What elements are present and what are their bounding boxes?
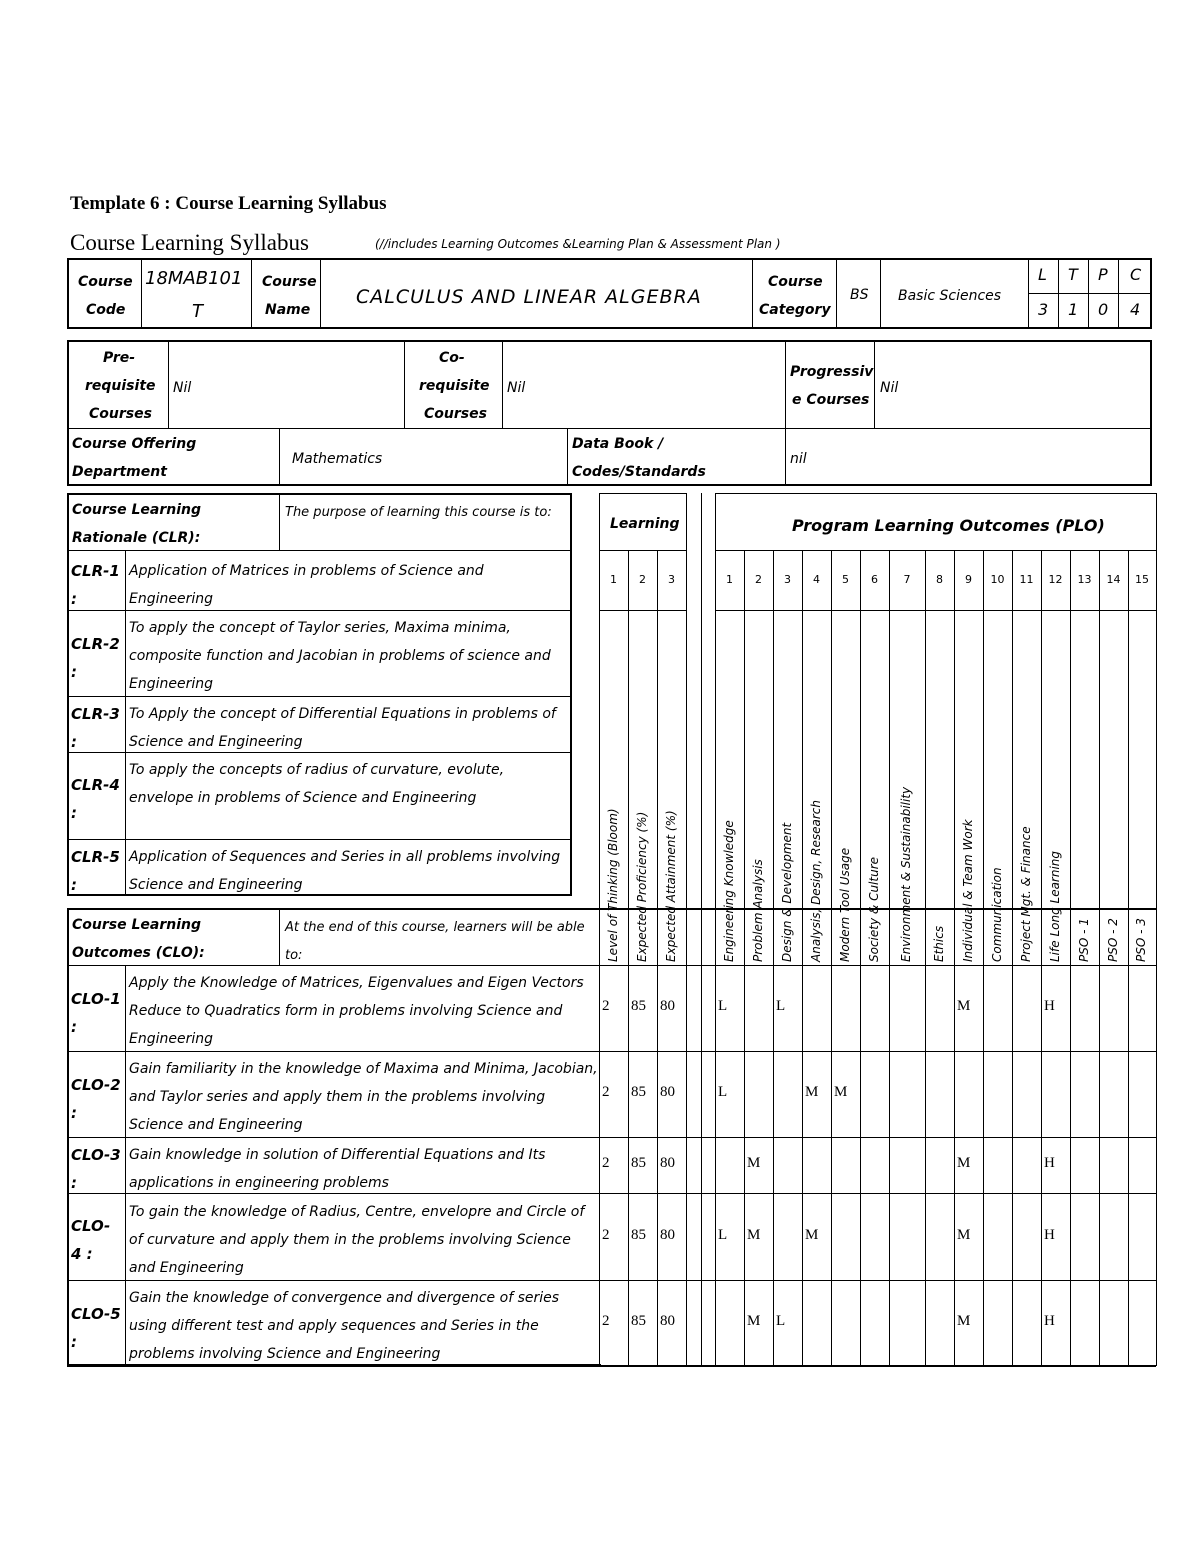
learning-label-1: Level of Thinking (Bloom): [606, 808, 620, 962]
ltpc-value-t: 1: [1068, 300, 1079, 319]
learning-label-2: Expected Proficiency (%): [635, 811, 649, 962]
plo-label-14: PSO - 2: [1106, 918, 1120, 962]
databook-value: nil: [790, 451, 807, 467]
plo-number-14: 14: [1106, 573, 1121, 586]
clo-3-plo-9: M: [957, 1155, 971, 1171]
plo-number-15: 15: [1135, 573, 1149, 586]
plo-label-3: Design & Development: [780, 822, 794, 962]
clo-2-plo-1: L: [718, 1084, 728, 1100]
clo-1-id: CLO-1 :: [71, 990, 121, 1036]
plo-title: Program Learning Outcomes (PLO): [792, 516, 1105, 535]
learning-title: Learning: [610, 516, 680, 532]
coreq-label-1: Co-: [439, 350, 465, 366]
clo-3-id: CLO-3 :: [71, 1146, 121, 1192]
plo-label-13: PSO - 1: [1077, 918, 1091, 962]
clo-1-plo-1: L: [718, 998, 728, 1014]
plo-number-4: 4: [813, 573, 820, 586]
coreq-label-3: Courses: [424, 406, 487, 422]
clo-4-learning-1: 2: [602, 1227, 610, 1243]
course-name-label-2: Name: [265, 302, 311, 318]
plo-number-1: 1: [726, 573, 733, 586]
course-category-code: BS: [850, 287, 869, 303]
progressive-value: Nil: [880, 380, 899, 396]
clo-4-plo-9: M: [957, 1227, 971, 1243]
ltpc-header-c: C: [1130, 265, 1142, 284]
clo-5-plo-2: M: [747, 1313, 761, 1329]
course-name-value: CALCULUS AND LINEAR ALGEBRA: [356, 286, 702, 308]
clr-1-id: CLR-1 :: [71, 562, 120, 608]
clo-2-id: CLO-2 :: [71, 1076, 121, 1122]
plo-number-3: 3: [784, 573, 791, 586]
learning-number-1: 1: [610, 573, 617, 586]
plo-number-10: 10: [990, 573, 1005, 586]
prereq-label-3: Courses: [89, 406, 152, 422]
clo-1-learning-1: 2: [602, 998, 610, 1014]
clr-1-text: Application of Matrices in problems of Science and Engineering: [129, 563, 484, 607]
clo-3-plo-2: M: [747, 1155, 761, 1171]
course-category-label-2: Category: [759, 302, 831, 318]
ltpc-value-c: 4: [1130, 300, 1141, 319]
template-title: Template 6 : Course Learning Syllabus: [70, 193, 387, 214]
plo-label-8: Ethics: [932, 925, 946, 962]
clo-header-text: At the end of this course, learners will be able to:: [285, 920, 585, 963]
course-code-label-2: Code: [86, 302, 126, 318]
clr-5-id: CLR-5 :: [71, 848, 120, 894]
dept-value: Mathematics: [292, 451, 383, 467]
clo-4-plo-12: H: [1044, 1227, 1055, 1243]
clo-1-plo-12: H: [1044, 998, 1055, 1014]
clo-4-text: To gain the knowledge of Radius, Centre, envelopre and Circle of of curvature and apply them in the problems involving Science and Engineering: [129, 1204, 585, 1276]
plo-label-10: Communication: [990, 867, 1004, 962]
clo-2-learning-1: 2: [602, 1084, 610, 1100]
clo-5-id: CLO-5 :: [71, 1305, 121, 1351]
plo-number-8: 8: [936, 573, 943, 586]
plo-number-2: 2: [755, 573, 762, 586]
learning-label-3: Expected Attainment (%): [664, 810, 678, 962]
clo-4-learning-2: 85: [631, 1227, 646, 1243]
clo-2-learning-3: 80: [660, 1084, 675, 1100]
plo-number-6: 6: [871, 573, 878, 586]
clo-4-plo-2: M: [747, 1227, 761, 1243]
clo-2-learning-2: 85: [631, 1084, 646, 1100]
databook-label-1: Data Book /: [572, 436, 664, 452]
ltpc-header-l: L: [1038, 265, 1047, 284]
clo-2-plo-5: M: [834, 1084, 848, 1100]
course-code-value-1: 18MAB101: [145, 268, 243, 289]
clo-1-plo-3: L: [776, 998, 786, 1014]
progressive-label-1: Progressiv: [790, 364, 874, 380]
clo-3-text: Gain knowledge in solution of Differential Equations and Its applications in engineering problems: [129, 1147, 546, 1191]
syllabus-subtitle: (//includes Learning Outcomes &Learning Plan & Assessment Plan ): [375, 237, 781, 251]
learning-number-2: 2: [639, 573, 646, 586]
clr-header-label-1: Course Learning: [72, 502, 201, 518]
prereq-label-1: Pre-: [103, 350, 136, 366]
clo-5-learning-3: 80: [660, 1313, 675, 1329]
ltpc-value-l: 3: [1038, 300, 1049, 319]
plo-label-2: Problem Analysis: [751, 859, 765, 962]
learning-number-3: 3: [668, 573, 675, 586]
plo-label-1: Engineering Knowledge: [722, 820, 736, 962]
course-category-name: Basic Sciences: [898, 288, 1002, 304]
clo-3-learning-2: 85: [631, 1155, 646, 1171]
clo-4-id: CLO- 4 :: [71, 1217, 111, 1263]
clo-header-label-1: Course Learning: [72, 917, 201, 933]
clr-3-id: CLR-3 :: [71, 705, 120, 751]
plo-label-9: Individual & Team Work: [961, 819, 975, 962]
prereq-label-2: requisite: [85, 378, 156, 394]
plo-number-7: 7: [903, 573, 911, 586]
plo-label-4: Analysis, Design, Research: [809, 800, 823, 962]
clr-header-text: The purpose of learning this course is to:: [285, 505, 552, 520]
course-name-label-1: Course: [262, 274, 317, 290]
plo-number-9: 9: [965, 573, 972, 586]
clo-2-text: Gain familiarity in the knowledge of Maxima and Minima, Jacobian, and Taylor series and apply them in the problems involving Science and Engineering: [129, 1061, 598, 1133]
clr-4-text: To apply the concepts of radius of curvature, evolute, envelope in problems of Science and Engineering: [129, 762, 505, 806]
clo-1-learning-2: 85: [631, 998, 646, 1014]
clo-1-learning-3: 80: [660, 998, 675, 1014]
course-code-value-2: T: [192, 301, 203, 322]
progressive-label-2: e Courses: [792, 392, 870, 408]
ltpc-header-p: P: [1098, 265, 1108, 284]
clo-4-plo-4: M: [805, 1227, 819, 1243]
plo-number-12: 12: [1048, 573, 1063, 586]
plo-label-7: Environment & Sustainability: [899, 786, 913, 962]
clo-2-plo-4: M: [805, 1084, 819, 1100]
clo-4-plo-1: L: [718, 1227, 728, 1243]
clr-header-label-2: Rationale (CLR):: [72, 530, 201, 546]
plo-label-6: Society & Culture: [867, 856, 881, 962]
clr-2-id: CLR-2 :: [71, 635, 120, 681]
plo-number-5: 5: [842, 573, 849, 586]
plo-label-15: PSO - 3: [1134, 918, 1148, 962]
clr-2-text: To apply the concept of Taylor series, Maxima minima, composite function and Jacobian in problems of science and Engineering: [129, 620, 551, 692]
clo-5-plo-12: H: [1044, 1313, 1055, 1329]
plo-label-5: Modern Tool Usage: [838, 847, 852, 962]
plo-number-13: 13: [1077, 573, 1092, 586]
clr-4-id: CLR-4 :: [71, 776, 120, 822]
coreq-label-2: requisite: [419, 378, 490, 394]
clo-5-learning-1: 2: [602, 1313, 610, 1329]
plo-number-11: 11: [1019, 573, 1034, 586]
clo-3-learning-1: 2: [602, 1155, 610, 1171]
clo-5-plo-9: M: [957, 1313, 971, 1329]
clo-1-text: Apply the Knowledge of Matrices, Eigenvalues and Eigen Vectors Reduce to Quadratics form in problems involving Science and Engineering: [129, 975, 584, 1047]
prereq-value: Nil: [173, 380, 192, 396]
dept-label-2: Department: [72, 464, 167, 480]
ltpc-header-t: T: [1068, 265, 1078, 284]
clo-4-learning-3: 80: [660, 1227, 675, 1243]
clo-header-label-2: Outcomes (CLO):: [72, 945, 205, 961]
ltpc-value-p: 0: [1098, 300, 1109, 319]
databook-label-2: Codes/Standards: [572, 464, 706, 480]
clo-5-plo-3: L: [776, 1313, 786, 1329]
clo-1-plo-9: M: [957, 998, 971, 1014]
clr-5-text: Application of Sequences and Series in all problems involving Science and Engineering: [129, 849, 561, 893]
clr-3-text: To Apply the concept of Differential Equations in problems of Science and Engineering: [129, 706, 556, 750]
course-code-label-1: Course: [78, 274, 133, 290]
syllabus-title: Course Learning Syllabus: [70, 230, 309, 255]
clo-3-learning-3: 80: [660, 1155, 675, 1171]
plo-label-12: Life Long Learning: [1048, 850, 1062, 962]
clo-3-plo-12: H: [1044, 1155, 1055, 1171]
clo-5-learning-2: 85: [631, 1313, 646, 1329]
coreq-value: Nil: [507, 380, 526, 396]
plo-label-11: Project Mgt. & Finance: [1019, 826, 1033, 962]
clo-5-text: Gain the knowledge of convergence and divergence of series using different test and apply sequences and Series in the problems involving Science and Engineering: [129, 1290, 560, 1362]
course-category-label-1: Course: [768, 274, 823, 290]
dept-label-1: Course Offering: [72, 436, 197, 452]
